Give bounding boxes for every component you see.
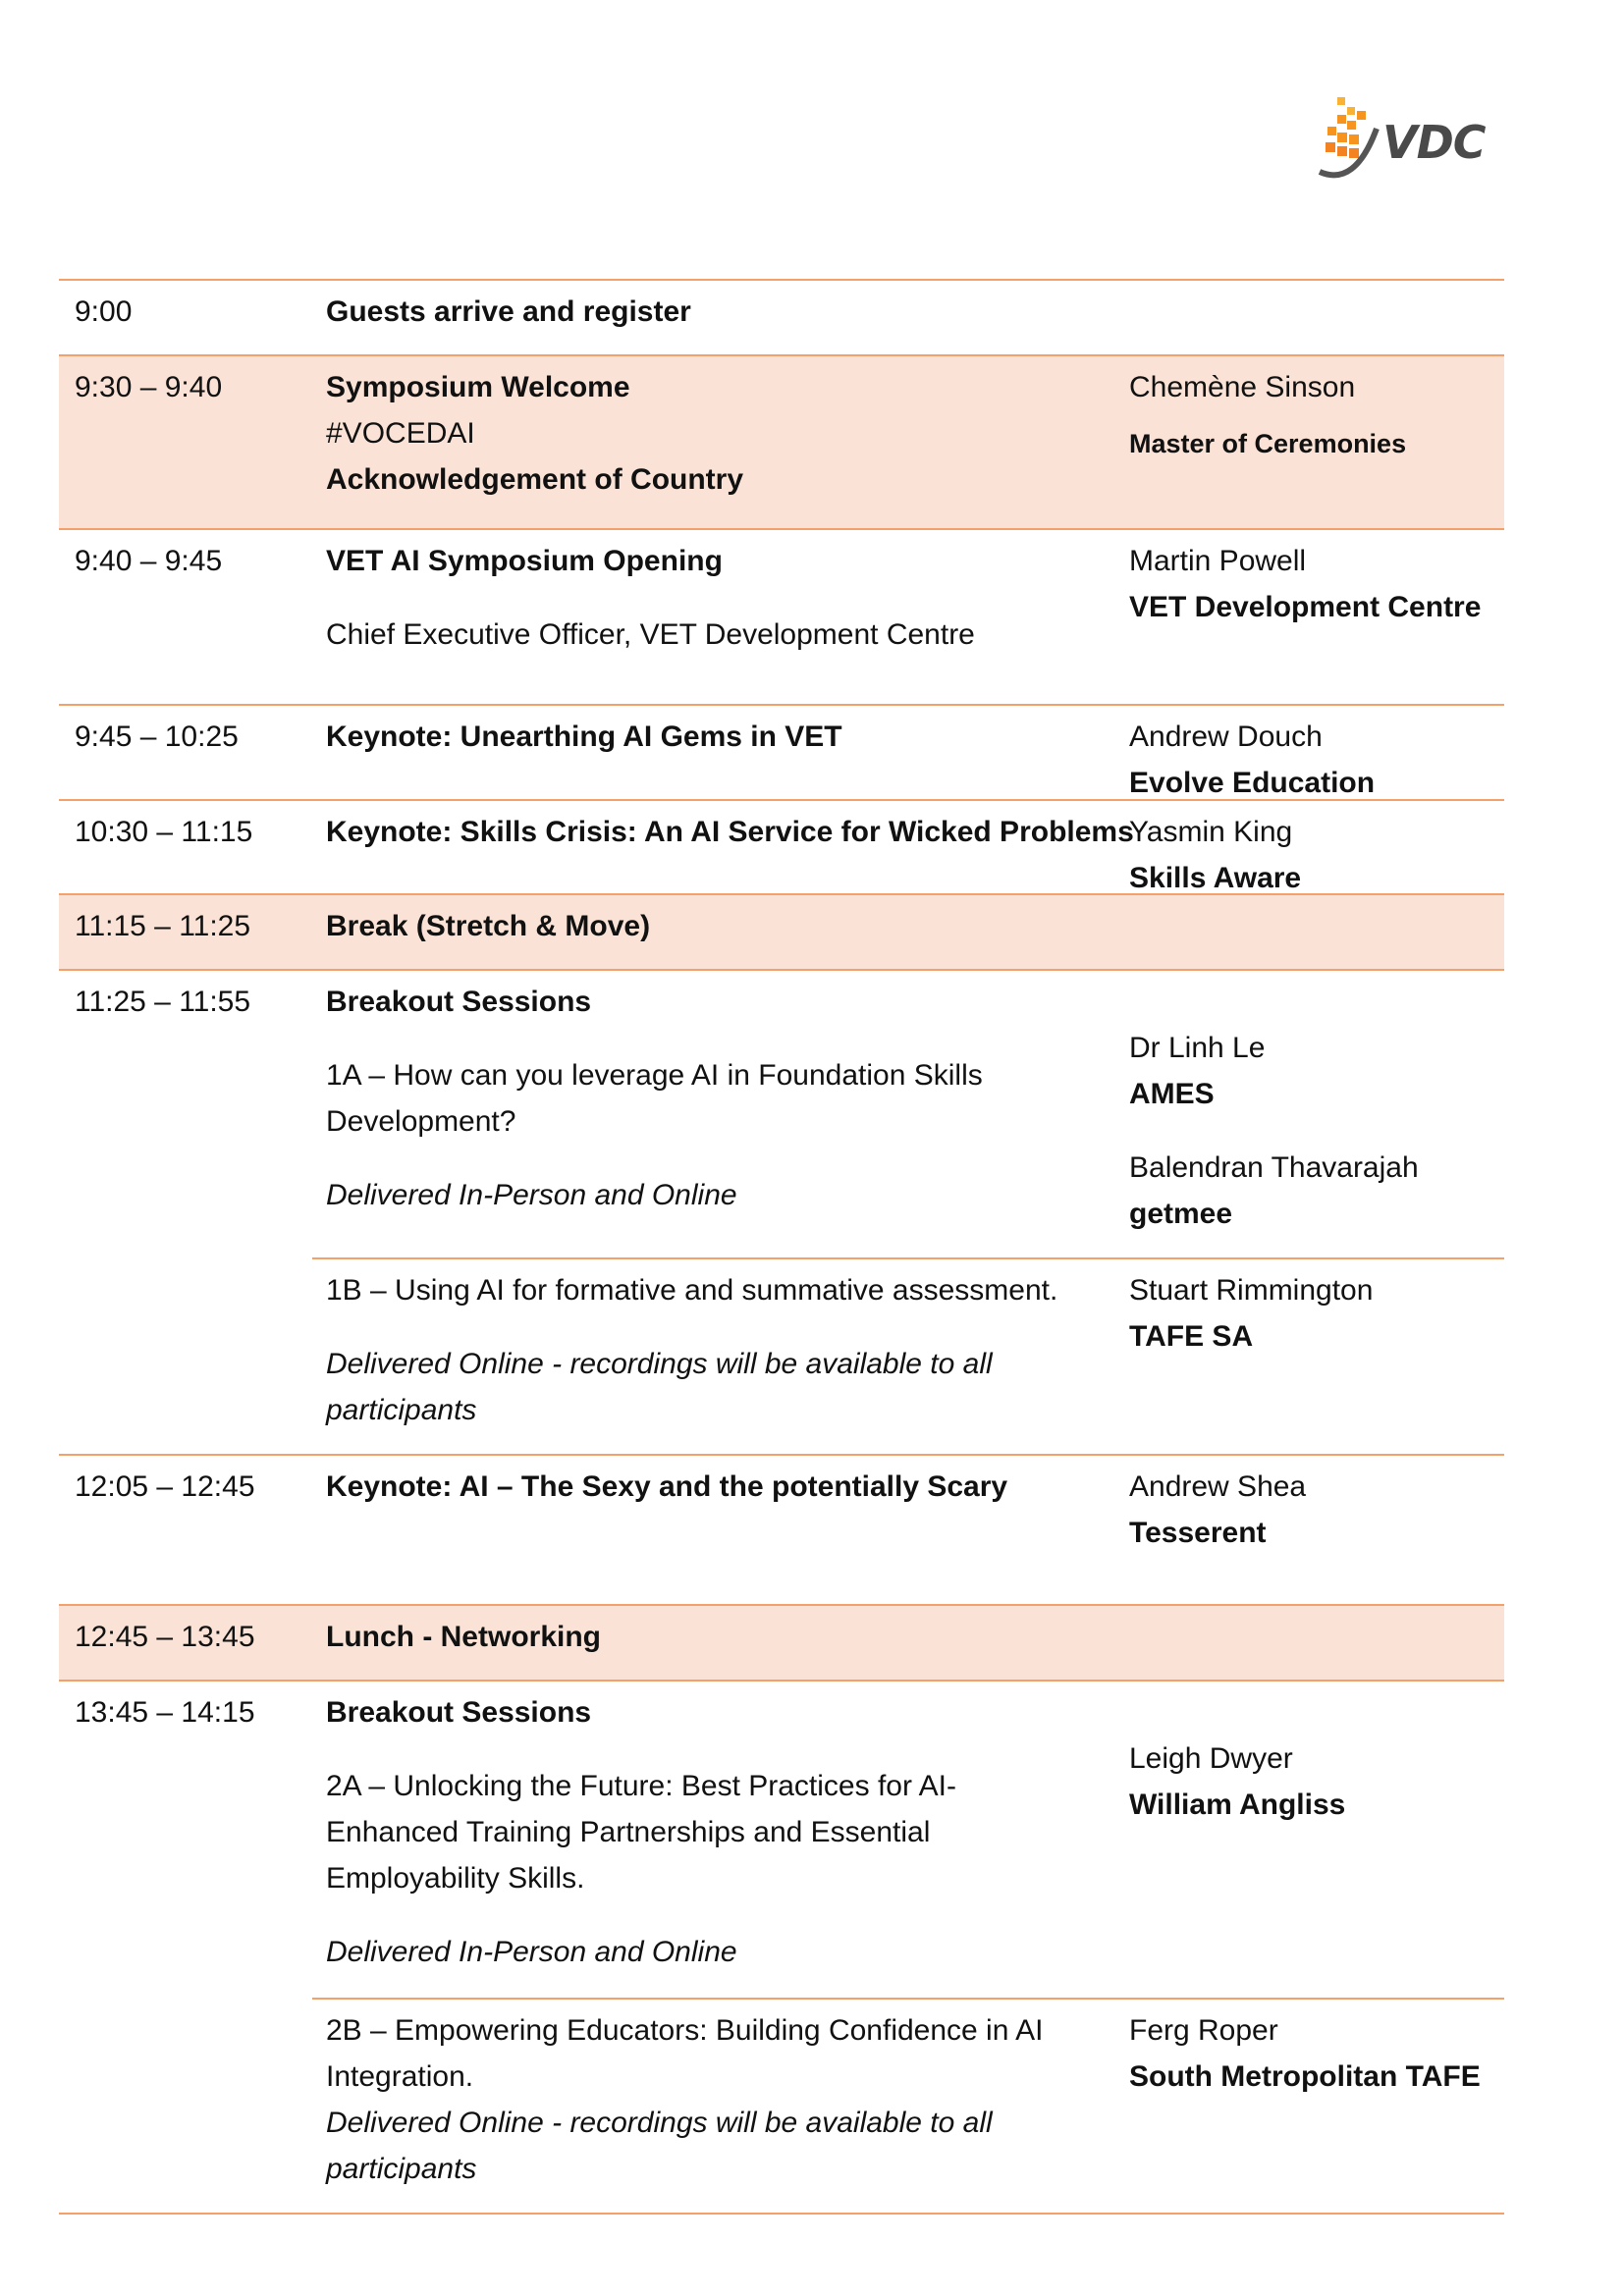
delivery-mode: Delivered In-Person and Online (326, 1179, 737, 1211)
delivery-mode-cont: participants (326, 2153, 477, 2185)
time-slot: 9:00 (75, 295, 133, 328)
session-title: Breakout Sessions (326, 986, 592, 1018)
delivery-mode: Delivered In-Person and Online (326, 1936, 737, 1968)
speaker-org: TAFE SA (1129, 1320, 1254, 1353)
speaker-org: Tesserent (1129, 1517, 1267, 1549)
delivery-mode-cont: participants (326, 1394, 477, 1426)
speaker-name: Stuart Rimmington (1129, 1274, 1374, 1307)
time-slot: 12:05 – 12:45 (75, 1470, 255, 1503)
speaker-name: Chemène Sinson (1129, 371, 1356, 403)
agenda-row (59, 801, 1504, 895)
speaker-org: VET Development Centre (1129, 591, 1482, 623)
agenda-row (59, 1606, 1504, 1682)
speaker-name: Yasmin King (1129, 816, 1293, 848)
breakout-session-title: 1B – Using AI for formative and summative assessment. (326, 1274, 1058, 1307)
breakout-session-title: 2B – Empowering Educators: Building Confidence in AI (326, 2014, 1044, 2047)
speaker-name: Andrew Douch (1129, 721, 1323, 753)
agenda-table (59, 279, 1504, 2215)
speaker-role: Master of Ceremonies (1129, 429, 1407, 458)
delivery-mode: Delivered Online - recordings will be available to all (326, 1348, 993, 1380)
speaker-org: South Metropolitan TAFE (1129, 2060, 1481, 2093)
speaker-name: Balendran Thavarajah (1129, 1151, 1419, 1184)
agenda-row (59, 895, 1504, 971)
agenda-row (59, 1682, 1504, 2215)
time-slot: 12:45 – 13:45 (75, 1621, 255, 1653)
session-title: Lunch - Networking (326, 1621, 601, 1653)
vdc-logo-text: VDC (1382, 116, 1486, 169)
breakout-session-title-cont: Employability Skills. (326, 1862, 585, 1895)
time-slot: 9:40 – 9:45 (75, 545, 223, 577)
session-title: Keynote: Unearthing AI Gems in VET (326, 721, 842, 753)
speaker-name: Leigh Dwyer (1129, 1742, 1293, 1775)
speaker-name: Martin Powell (1129, 545, 1307, 577)
time-slot: 11:25 – 11:55 (75, 986, 251, 1018)
time-slot: 9:30 – 9:40 (75, 371, 223, 403)
session-subtitle: Acknowledgement of Country (326, 463, 744, 496)
speaker-org: William Angliss (1129, 1789, 1346, 1821)
time-slot: 9:45 – 10:25 (75, 721, 239, 753)
delivery-mode: Delivered Online - recordings will be available to all (326, 2107, 993, 2139)
session-description: Chief Executive Officer, VET Development Centre (326, 618, 975, 651)
agenda-row (59, 281, 1504, 356)
session-title: Breakout Sessions (326, 1696, 592, 1729)
breakout-session-title: 2A – Unlocking the Future: Best Practices for AI- (326, 1770, 956, 1802)
speaker-org: getmee (1129, 1198, 1233, 1230)
breakout-session-title-cont: Enhanced Training Partnerships and Essential (326, 1816, 931, 1848)
time-slot: 10:30 – 11:15 (75, 816, 253, 848)
session-title: Keynote: Skills Crisis: An AI Service for Wicked Problems (326, 816, 1134, 848)
breakout-session-title: 1A – How can you leverage AI in Foundation Skills (326, 1059, 983, 1092)
session-title: Symposium Welcome (326, 371, 630, 403)
speaker-name: Ferg Roper (1129, 2014, 1278, 2047)
speaker-org: AMES (1129, 1078, 1215, 1110)
agenda-row (59, 1456, 1504, 1606)
agenda-row (59, 356, 1504, 530)
time-slot: 11:15 – 11:25 (75, 910, 251, 942)
agenda-row (59, 971, 1504, 1456)
speaker-name: Dr Linh Le (1129, 1032, 1266, 1064)
session-title: VET AI Symposium Opening (326, 545, 723, 577)
speaker-org: Evolve Education (1129, 767, 1376, 799)
speaker-name: Andrew Shea (1129, 1470, 1307, 1503)
agenda-row (59, 706, 1504, 801)
session-title: Break (Stretch & Move) (326, 910, 651, 942)
hashtag: #VOCEDAI (326, 417, 475, 450)
breakout-session-title-cont: Development? (326, 1105, 516, 1138)
speaker-org: Skills Aware (1129, 862, 1302, 894)
agenda-row (59, 530, 1504, 706)
breakout-session-title-cont: Integration. (326, 2060, 474, 2093)
session-title: Keynote: AI – The Sexy and the potentially Scary (326, 1470, 1008, 1503)
time-slot: 13:45 – 14:15 (75, 1696, 255, 1729)
session-title: Guests arrive and register (326, 295, 691, 328)
